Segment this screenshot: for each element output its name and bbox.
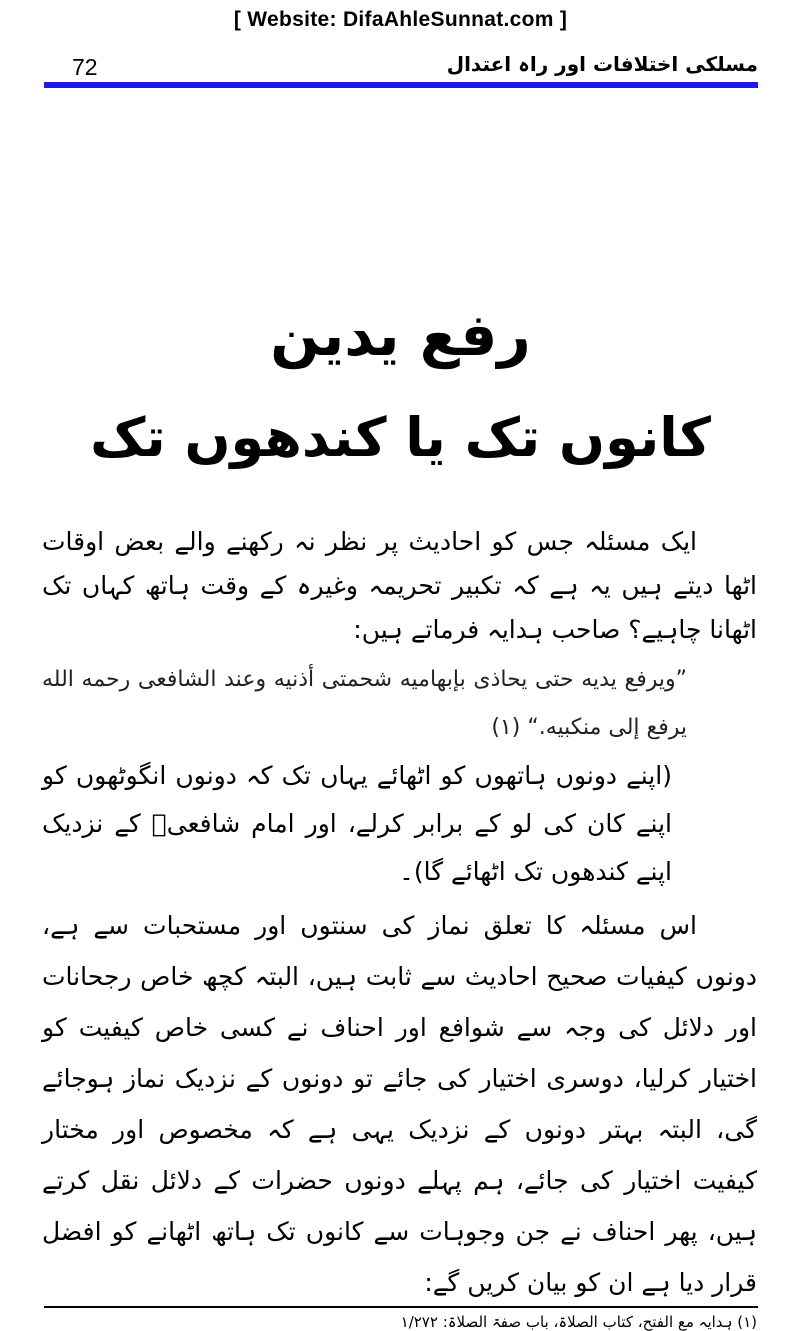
quote-translation: (اپنے دونوں ہاتھوں کو اٹھائے یہاں تک کہ دونوں انگوٹھوں کو اپنے کان کی لو کے برابر کرلے، اور امام شافعیؒ کے نزدیک اپنے کندھوں تک اٹھائے گا)۔	[42, 761, 672, 886]
running-header	[44, 48, 758, 86]
arabic-quote: ”ویرفع یدیه حتی یحاذی بإبهامیه شحمتی أذنیه وعند الشافعی رحمه الله یرفع إلی منکبیه.“ (۱)	[42, 667, 687, 740]
paragraph-discussion: اس مسئلہ کا تعلق نماز کی سنتوں اور مستحبات سے ہے، دونوں کیفیات صحیح احادیث سے ثابت ہیں، البتہ کچھ خاص رجحانات اور دلائل کی وجہ سے شوافع اور احناف نے کسی خاص کیفیت کو اختیار کرلیا، دوسری اختیار کی جائے تو دونوں کے نزدیک نماز ہوجائے گی، البتہ بہتر دونوں کے نزدیک یہی ہے کہ مخصوص اور مختار کیفیت اختیار کی جائے، ہم پہلے دونوں حضرات کے دلائل نقل کرتے ہیں، پھر احناف نے جن وجوہات سے کانوں تک ہاتھ اٹھانے کو افضل قرار دیا ہے ان کو بیان کریں گے:	[42, 911, 757, 1297]
chapter-subtitle: کانوں تک یا کندھوں تک	[90, 406, 711, 469]
footnote-rule	[44, 1306, 758, 1308]
running-title: مسلکی اختلافات اور راہ اعتدال	[446, 52, 758, 76]
header-rule	[44, 82, 758, 88]
paragraph-intro: ایک مسئلہ جس کو احادیث پر نظر نہ رکھنے والے بعض اوقات اٹھا دیتے ہیں یہ ہے کہ تکبیر تحریمہ وغیرہ کے وقت ہاتھ کہاں تک اٹھانا چاہیے؟ صاحب ہدایہ فرماتے ہیں:	[42, 527, 757, 644]
page-number: 72	[72, 54, 98, 80]
body-text	[42, 520, 757, 1308]
website-banner: [ Website: DifaAhleSunnat.com ]	[233, 8, 568, 31]
footnote: (۱) ہدایہ مع الفتح، کتاب الصلاۃ، باب صفۃ الصلاۃ: ۱/۲۷۲	[400, 1313, 757, 1331]
chapter-title: رفع یدین	[270, 301, 531, 369]
